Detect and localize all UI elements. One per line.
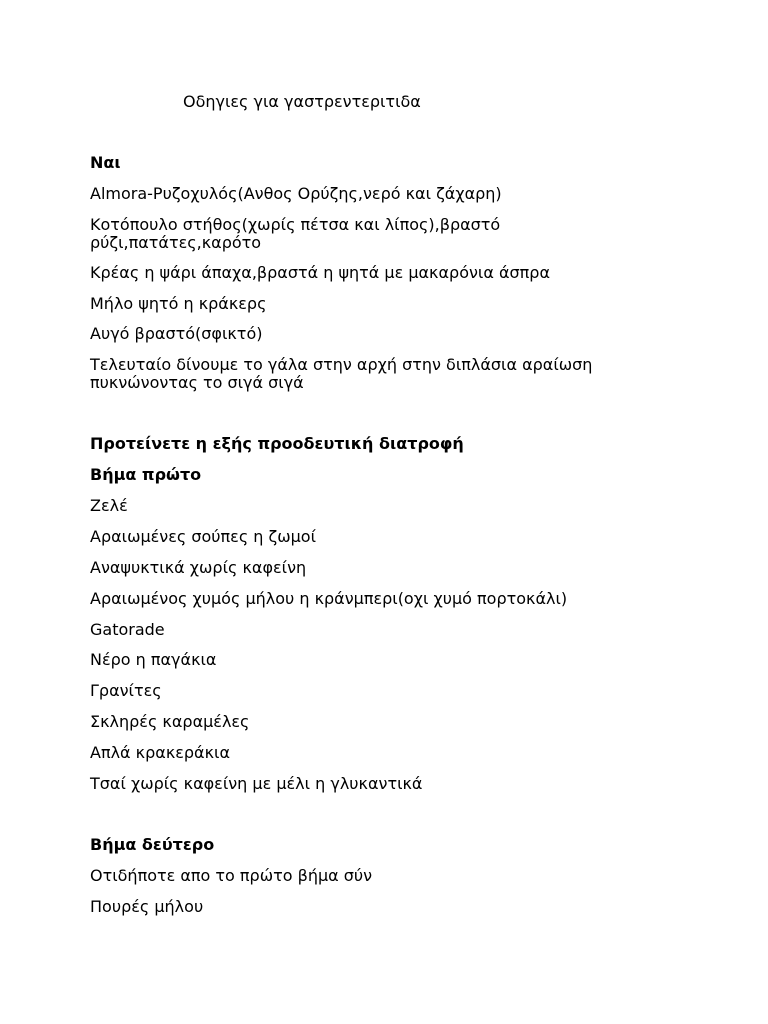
document-title: Οδηγιες για γαστρεντεριτιδα bbox=[183, 92, 421, 111]
list-item: Τσαί χωρίς καφείνη με μέλι η γλυκαντικά bbox=[90, 774, 423, 793]
list-item: Almora-Ρυζοχυλός(Ανθος Ορύζης,νερό και ζάχαρη) bbox=[90, 184, 502, 203]
list-item: Σκληρές καραμέλες bbox=[90, 712, 250, 731]
list-item: Gatorade bbox=[90, 620, 165, 639]
list-item: Πουρές μήλου bbox=[90, 897, 204, 916]
list-item: Αραιωμένες σούπες η ζωμοί bbox=[90, 527, 317, 546]
list-item: Κρέας η ψάρι άπαχα,βραστά η ψητά με μακαρόνια άσπρα bbox=[90, 263, 550, 282]
section-yes-heading: Ναι bbox=[90, 153, 121, 172]
list-item: Μήλο ψητό η κράκερς bbox=[90, 294, 267, 313]
section-diet-heading: Προτείνετε η εξής προοδευτική διατροφή bbox=[90, 434, 464, 453]
list-item: Γρανίτες bbox=[90, 681, 162, 700]
list-item: Αυγό βραστό(σφικτό) bbox=[90, 324, 263, 343]
list-item: Κοτόπουλο στήθος(χωρίς πέτσα και λίπος),βραστό bbox=[90, 215, 501, 234]
list-item: πυκνώνοντας το σιγά σιγά bbox=[90, 373, 304, 392]
list-item: Τελευταίο δίνουμε το γάλα στην αρχή στην διπλάσια αραίωση bbox=[90, 355, 593, 374]
step-one-heading: Βήμα πρώτο bbox=[90, 465, 202, 484]
list-item: Αναψυκτικά χωρίς καφείνη bbox=[90, 558, 307, 577]
list-item: ρύζι,πατάτες,καρότο bbox=[90, 233, 262, 252]
list-item: Νέρο η παγάκια bbox=[90, 650, 217, 669]
list-item: Ζελέ bbox=[90, 496, 128, 515]
list-item: Αραιωμένος χυμός μήλου η κράνμπερι(οχι χυμό πορτοκάλι) bbox=[90, 589, 568, 608]
list-item: Οτιδήποτε απο το πρώτο βήμα σύν bbox=[90, 866, 373, 885]
list-item: Απλά κρακεράκια bbox=[90, 743, 230, 762]
step-two-heading: Βήμα δεύτερο bbox=[90, 835, 215, 854]
